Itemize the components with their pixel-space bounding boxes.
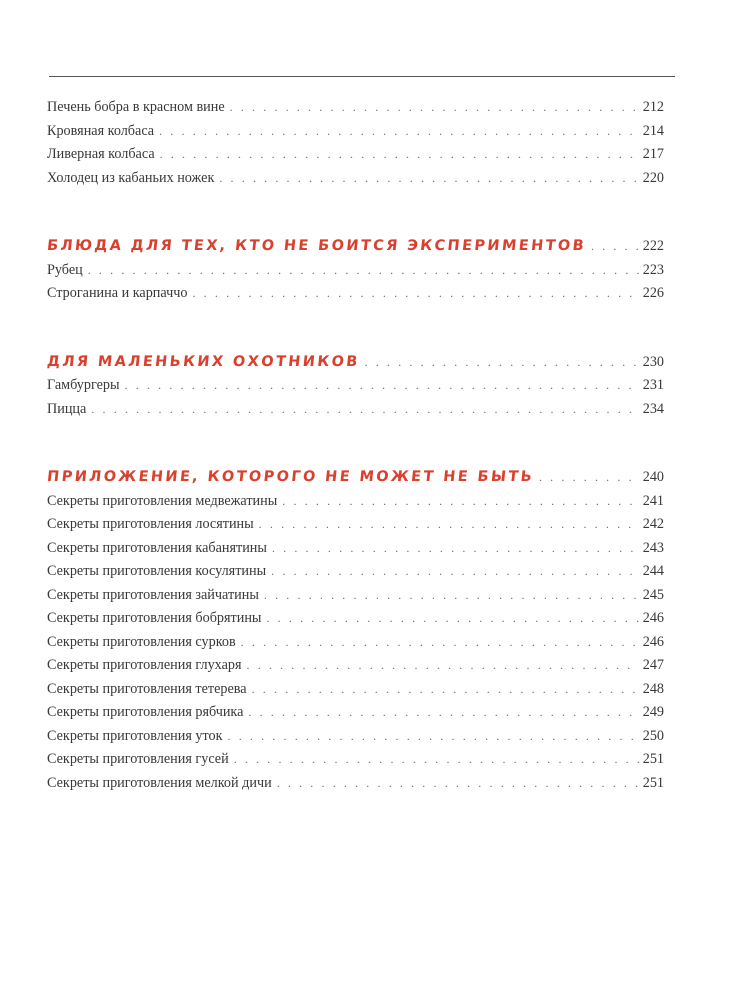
toc-entry-title: Секреты приготовления глухаря bbox=[47, 657, 242, 673]
dot-leader bbox=[266, 607, 638, 631]
dot-leader bbox=[228, 725, 639, 749]
toc-entry[interactable] bbox=[47, 607, 664, 631]
dot-leader bbox=[125, 374, 639, 398]
toc-entry[interactable] bbox=[47, 537, 664, 561]
toc-entry-title: Секреты приготовления кабанятины bbox=[47, 539, 267, 556]
toc-entry[interactable] bbox=[47, 490, 664, 514]
toc-section-heading[interactable] bbox=[47, 351, 664, 375]
dot-leader bbox=[282, 490, 638, 514]
toc-entry-page: 231 bbox=[642, 377, 664, 393]
toc-entry-page: 241 bbox=[642, 492, 664, 509]
dot-leader bbox=[539, 466, 639, 490]
dot-leader bbox=[88, 259, 639, 283]
dot-leader bbox=[259, 513, 639, 537]
dot-leader bbox=[264, 584, 639, 608]
toc-entry-page: 251 bbox=[642, 774, 664, 791]
dot-leader bbox=[247, 654, 639, 678]
toc-entry[interactable] bbox=[47, 143, 664, 167]
toc-entry-page: 217 bbox=[642, 146, 664, 162]
toc-entry[interactable] bbox=[47, 654, 664, 678]
toc-entry-title: Печень бобра в красном вине bbox=[47, 99, 225, 115]
top-divider bbox=[49, 76, 675, 77]
toc-entry[interactable] bbox=[47, 513, 664, 537]
toc-section-heading[interactable] bbox=[47, 466, 664, 490]
dot-leader bbox=[365, 351, 639, 375]
toc-entry[interactable] bbox=[47, 772, 664, 796]
toc-entry[interactable] bbox=[47, 725, 664, 749]
table-of-contents bbox=[47, 96, 664, 795]
toc-entry-title: Гамбургеры bbox=[47, 377, 120, 393]
toc-entry-page: 247 bbox=[642, 657, 664, 673]
dot-leader bbox=[241, 631, 639, 655]
toc-entry-page: 214 bbox=[642, 122, 664, 139]
toc-entry-title: Секреты приготовления бобрятины bbox=[47, 610, 262, 626]
toc-entry-title: Секреты приготовления сурков bbox=[47, 633, 236, 650]
toc-entry-page: 246 bbox=[642, 633, 664, 650]
toc-entry[interactable] bbox=[47, 584, 664, 608]
toc-entry-page: 250 bbox=[642, 727, 664, 744]
toc-entry-page: 243 bbox=[642, 539, 664, 556]
toc-entry-page: 234 bbox=[642, 400, 664, 417]
dot-leader bbox=[277, 772, 639, 796]
toc-entry[interactable] bbox=[47, 120, 664, 144]
toc-entry-page: 212 bbox=[642, 99, 664, 115]
toc-entry-title: Секреты приготовления рябчика bbox=[47, 704, 244, 720]
section-heading-title: ПРИЛОЖЕНИЕ, КОТОРОГО НЕ МОЖЕТ НЕ БЫТЬ bbox=[46, 469, 535, 485]
dot-leader bbox=[159, 120, 639, 144]
section-heading-page: 222 bbox=[642, 238, 664, 254]
toc-entry-title: Пицца bbox=[47, 400, 87, 417]
toc-entry-title: Секреты приготовления тетерева bbox=[47, 680, 247, 697]
section-heading-title: ДЛЯ МАЛЕНЬКИХ ОХОТНИКОВ bbox=[46, 353, 361, 370]
toc-entry[interactable] bbox=[47, 398, 664, 422]
toc-entry-page: 246 bbox=[642, 610, 664, 626]
toc-entry[interactable] bbox=[47, 748, 664, 772]
toc-entry[interactable] bbox=[47, 560, 664, 584]
toc-entry-page: 220 bbox=[642, 169, 664, 186]
toc-entry[interactable] bbox=[47, 678, 664, 702]
toc-entry-page: 223 bbox=[642, 261, 664, 278]
toc-entry-page: 249 bbox=[642, 704, 664, 720]
section-heading-page: 240 bbox=[642, 469, 664, 485]
toc-entry-title: Секреты приготовления медвежатины bbox=[47, 492, 278, 509]
toc-entry-title: Секреты приготовления косулятины bbox=[47, 563, 267, 579]
toc-entry-page: 251 bbox=[642, 751, 664, 767]
dot-leader bbox=[192, 282, 638, 306]
toc-entry[interactable] bbox=[47, 167, 664, 191]
toc-entry-title: Рубец bbox=[47, 261, 83, 278]
toc-entry[interactable] bbox=[47, 701, 664, 725]
dot-leader bbox=[160, 143, 639, 167]
dot-leader bbox=[219, 167, 638, 191]
dot-leader bbox=[271, 560, 639, 584]
section-heading-title: БЛЮДА ДЛЯ ТЕХ, КТО НЕ БОИТСЯ ЭКСПЕРИМЕНТОВ bbox=[46, 238, 587, 254]
toc-entry-title: Секреты приготовления лосятины bbox=[47, 516, 254, 532]
section-heading-page: 230 bbox=[642, 353, 664, 370]
dot-leader bbox=[91, 398, 638, 422]
toc-entry-title: Секреты приготовления уток bbox=[47, 727, 223, 744]
toc-entry-title: Строганина и карпаччо bbox=[47, 285, 188, 301]
toc-entry[interactable] bbox=[47, 631, 664, 655]
toc-entry-page: 226 bbox=[642, 285, 664, 301]
dot-leader bbox=[591, 235, 639, 259]
dot-leader bbox=[234, 748, 639, 772]
toc-entry-title: Секреты приготовления гусей bbox=[47, 751, 229, 767]
toc-entry-title: Кровяная колбаса bbox=[47, 122, 155, 139]
toc-entry-page: 248 bbox=[642, 680, 664, 697]
toc-entry-title: Ливерная колбаса bbox=[47, 146, 155, 162]
toc-entry-page: 242 bbox=[642, 516, 664, 532]
toc-entry[interactable] bbox=[47, 282, 664, 306]
dot-leader bbox=[252, 678, 639, 702]
toc-entry[interactable] bbox=[47, 259, 664, 283]
dot-leader bbox=[272, 537, 639, 561]
dot-leader bbox=[248, 701, 638, 725]
toc-entry-page: 244 bbox=[642, 563, 664, 579]
dot-leader bbox=[230, 96, 639, 120]
toc-entry-page: 245 bbox=[642, 586, 664, 603]
toc-entry[interactable] bbox=[47, 96, 664, 120]
toc-entry[interactable] bbox=[47, 374, 664, 398]
toc-section-heading[interactable] bbox=[47, 235, 664, 259]
toc-entry-title: Холодец из кабаньих ножек bbox=[47, 169, 215, 186]
toc-entry-title: Секреты приготовления мелкой дичи bbox=[47, 774, 272, 791]
toc-entry-title: Секреты приготовления зайчатины bbox=[47, 586, 259, 603]
